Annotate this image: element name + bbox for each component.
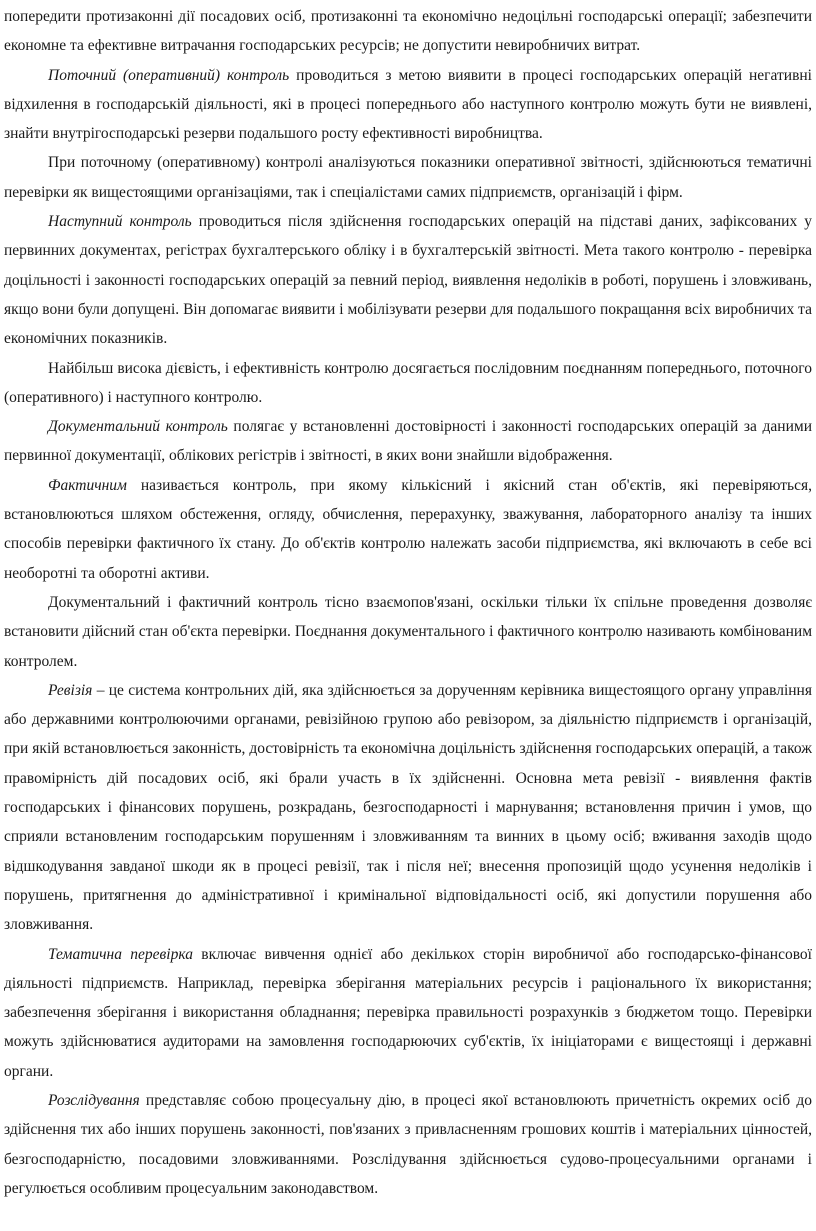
paragraph-text: Документальний і фактичний контроль тісно взаємопов'язані, оскільки тільки їх спільне проведення дозволяє встановити дійсний стан об'єкта перевірки. Поєднання документального і фактичного контролю називають комбінованим контролем. [4, 593, 812, 670]
paragraph-text: – це система контрольних дій, яка здійснюється за дорученням керівника вищестоящого органу управління або державними контролюючими органами, ревізійною групою або ревізором, за діяльністю підприємств і організацій, при якій встановлюється законність, достовірність та економічна доцільність здійснення господарських операцій, а також правомірність дій посадових осіб, які брали участь в їх здійсненні. Основна мета ревізії - виявлення фактів господарських і фінансових порушень, розкрадань, безгосподарності і марнування; встановлення причин і умов, що сприяли встановленим господарським порушенням і зловживанням та винних в цьому осіб; вживання заходів щодо відшкодування завданої шкоди як в процесі ревізії, так і після неї; внесення пропозицій щодо усунення недоліків і порушень, притягнення до адміністративної і кримінальної відповідальності осіб, які допустили порушення або зловживання. [4, 681, 812, 934]
paragraph-subsequent-control [4, 207, 812, 353]
paragraph-text: Найбільш висока дієвість, і ефективність контролю досягається послідовним поєднанням попереднього, поточного (оперативного) і наступного контролю. [4, 359, 812, 406]
paragraph-text: При поточному (оперативному) контролі аналізуються показники оперативної звітності, здійснюються тематичні перевірки як вищестоящими організаціями, так і спеціалістами самих підприємств, організацій і фірм. [4, 154, 812, 201]
paragraph-combined-control [4, 588, 812, 676]
paragraph-text: представляє собою процесуальну дію, в процесі якої встановлюють причетність окремих осіб до здійснення тих або інших порушень законності, пов'язаних з привласненням грошових коштів і матеріальних цінностей, безгосподарністю, посадовими зловживаннями. Розслідування здійснюється судово-процесуальними органами і регулюється особливим процесуальним законодавством. [4, 1091, 812, 1197]
paragraph-effectiveness [4, 354, 812, 413]
paragraph-investigation [4, 1086, 812, 1203]
paragraph-documentary-control [4, 412, 812, 471]
paragraph-actual-control [4, 471, 812, 588]
paragraph-thematic-check [4, 940, 812, 1086]
paragraph-text: називається контроль, при якому кількісний і якісний стан об'єктів, які перевіряються, встановлюються шляхом обстеження, огляду, обчислення, перерахунку, зважування, лабораторного аналізу та інших способів перевірки фактичного їх стану. До об'єктів контролю належать засоби підприємства, які включають в себе всі необоротні та оборотні активи. [4, 476, 812, 582]
paragraph-term: Документальний контроль [48, 418, 228, 436]
paragraph-audit [4, 676, 812, 940]
paragraph-term: Фактичним [48, 476, 127, 494]
paragraph-current-control [4, 61, 812, 149]
paragraph-term: Ревізія [48, 681, 93, 699]
paragraph-text: полягає у встановленні достовірності і законності господарських операцій за даними первинної документації, облікових регістрів і звітності, в яких вони знайшли відображення. [4, 418, 812, 465]
paragraph-intro-continuation [4, 2, 812, 61]
paragraph-current-control-details [4, 148, 812, 207]
paragraph-term: Розслідування [48, 1091, 140, 1109]
paragraph-term: Наступний контроль [48, 213, 192, 231]
paragraph-text: включає вивчення однієї або декількох сторін виробничої або господарсько-фінансової діяльності підприємств. Наприклад, перевірка зберігання матеріальних ресурсів і раціонального їх використання; забезпечення зберігання і використання обладнання; перевірка правильності розрахунків з бюджетом тощо. Перевірки можуть здійснюватися аудиторами на замовлення господарюючих суб'єктів, їх ініціаторами є вищестоящі і державні органи. [4, 945, 812, 1080]
paragraph-text: проводиться з метою виявити в процесі господарських операцій негативні відхилення в господарській діяльності, які в процесі попереднього або наступного контролю можуть бути не виявлені, знайти внутрігосподарські резерви подальшого росту ефективності виробництва. [4, 66, 812, 143]
paragraph-text: проводиться після здійснення господарських операцій на підставі даних, зафіксованих у первинних документах, регістрах бухгалтерського обліку і в бухгалтерській звітності. Мета такого контролю - перевірка доцільності і законності господарських операцій за певний період, виявлення недоліків в роботі, порушень і зловживань, якщо вони були допущені. Він допомагає виявити і мобілізувати резерви для подальшого покращання всіх виробничих та економічних показників. [4, 213, 812, 348]
paragraph-term: Тематична перевірка [48, 945, 193, 963]
paragraph-text: попередити протизаконні дії посадових осіб, протизаконні та економічно недоцільні господарські операції; забезпечити економне та ефективне витрачання господарських ресурсів; не допустити невиробничих витрат. [4, 8, 812, 55]
paragraph-term: Поточний (оперативний) контроль [48, 66, 290, 84]
